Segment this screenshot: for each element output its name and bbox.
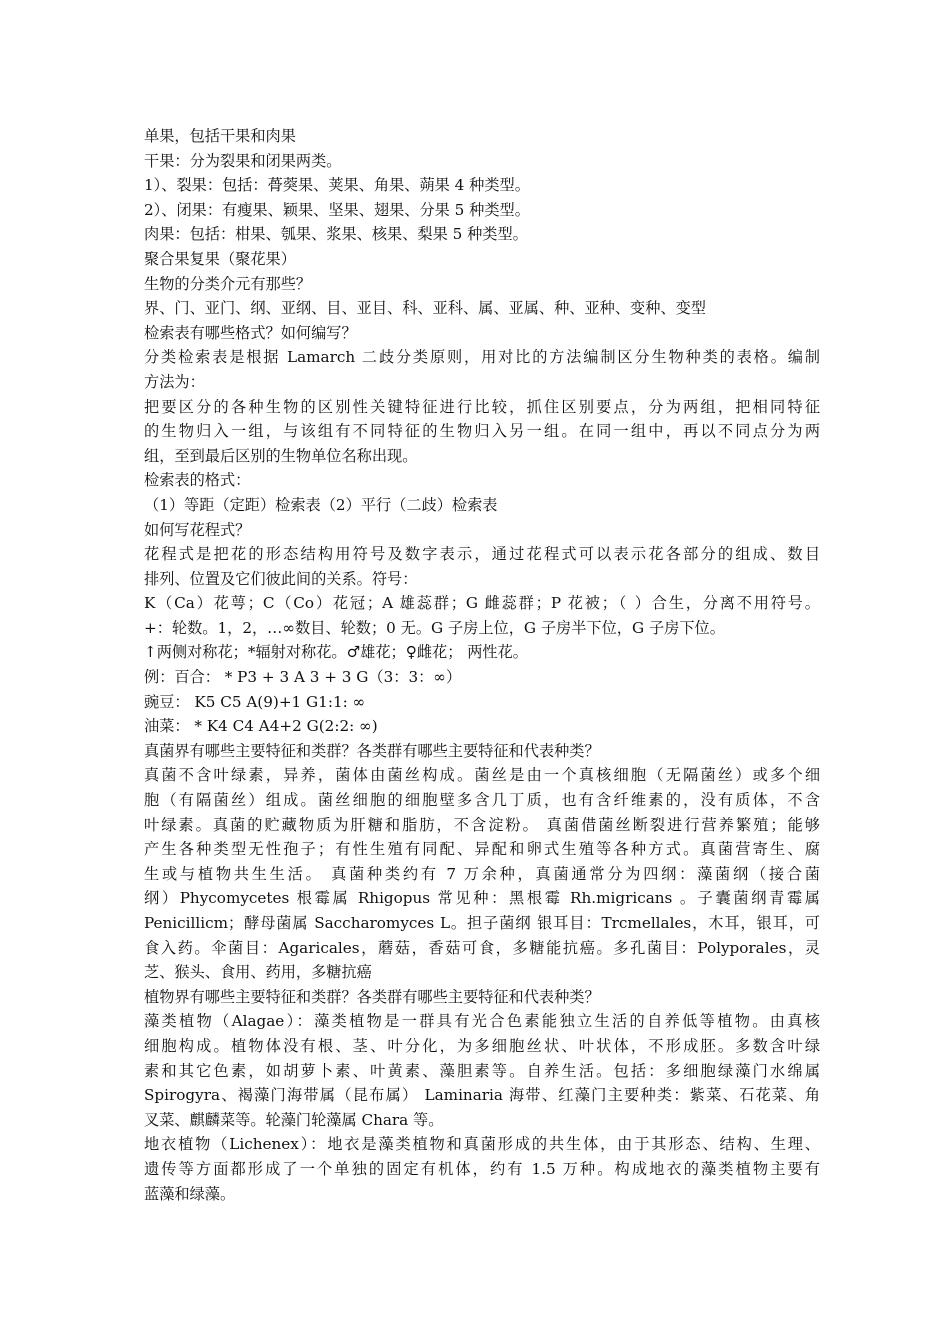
text-line: 食入药。伞菌目：Agaricales，蘑菇，香菇可食，多糖能抗癌。多孔菌目：Polyporales，灵	[144, 938, 820, 957]
text-line: Penicillicm；酵母菌属 Saccharomyces L。担子菌纲 银耳目：Trcmellales，木耳，银耳，可	[144, 914, 820, 932]
text-line: 叶绿素。真菌的贮藏物质为肝糖和脂肪，不含淀粉。 真菌借菌丝断裂进行营养繁殖；能够	[144, 815, 820, 834]
text-line: 界、门、亚门、纲、亚纲、目、亚目、科、亚科、属、亚属、种、亚种、变种、变型	[144, 299, 706, 318]
text-line: 植物界有哪些主要特征和类群？各类群有哪些主要特征和代表种类？	[144, 987, 600, 1006]
text-line: ↑两侧对称花；*辐射对称花。♂雄花；♀雌花； 两性花。	[144, 643, 528, 662]
text-line: 生或与植物共生生活。 真菌种类约有 7 万余种，真菌通常分为四纲：藻菌纲（接合菌	[144, 864, 820, 883]
text-line: 纲）Phycomycetes 根霉属 Rhigopus 常见种：黑根霉 Rh.migricans 。子囊菌纲青霉属	[144, 889, 820, 908]
text-line: Spirogyra、褐藻门海带属（昆布属） Laminaria 海带、红藻门主要种类：紫菜、石花菜、角	[144, 1086, 820, 1105]
text-line: 蓝藻和绿藻。	[144, 1184, 236, 1203]
text-line: 如何写花程式？	[144, 520, 251, 539]
text-line: 产生各种类型无性孢子；有性生殖有同配、异配和卵式生殖等各种方式。真菌营寄生、腐	[144, 840, 820, 859]
text-line: 干果：分为裂果和闭果两类。	[144, 151, 342, 170]
text-line: 生物的分类介元有那些？	[144, 274, 312, 293]
text-line: 组，至到最后区别的生物单位名称出现。	[144, 446, 418, 465]
text-line: 方法为：	[144, 372, 205, 391]
text-line: +：轮数。1，2，…∞数目、轮数；0 无。G 子房上位，G 子房半下位，G 子房下位。	[144, 618, 725, 637]
text-line: 叉菜、麒麟菜等。轮藻门轮藻属 Chara 等。	[144, 1110, 444, 1129]
text-line: 排列、位置及它们彼此间的关系。符号：	[144, 569, 418, 588]
text-line: 聚合果复果（聚花果）	[144, 249, 296, 268]
text-line: （1）等距（定距）检索表（2）平行（二歧）检索表	[144, 495, 498, 514]
document-body	[144, 124, 820, 1206]
text-line: 豌豆： K5 C5 A(9)+1 G1:1: ∞	[144, 692, 366, 711]
text-line: 的生物归入一组，与该组有不同特征的生物归入另一组。在同一组中，再以不同点分为两	[144, 422, 820, 441]
text-line: 胞（有隔菌丝）组成。菌丝细胞的细胞壁多含几丁质，也有含纤维素的，没有质体，不含	[144, 791, 820, 810]
text-line: 细胞构成。植物体没有根、茎、叶分化，为多细胞丝状、叶状体，不形成胚。多数含叶绿	[144, 1036, 820, 1055]
text-line: 检索表的格式：	[144, 471, 251, 490]
text-line: K（Ca）花萼；C（Co）花冠；A 雄蕊群；G 雌蕊群；P 花被；（ ）合生，分离不用符号。	[144, 594, 820, 613]
text-line: 遗传等方面都形成了一个单独的固定有机体，约有 1.5 万种。构成地衣的藻类植物主要有	[144, 1159, 820, 1178]
text-line: 把要区分的各种生物的区别性关键特征进行比较，抓住区别要点，分为两组，把相同特征	[144, 397, 820, 416]
text-line: 藻类植物（Alagae）：藻类植物是一群具有光合色素能独立生活的自养低等植物。由真核	[144, 1012, 820, 1031]
text-line: 肉果：包括：柑果、瓠果、浆果、核果、梨果 5 种类型。	[144, 225, 528, 244]
text-line: 地衣植物（Lichenex）：地衣是藻类植物和真菌形成的共生体，由于其形态、结构、生理、	[144, 1135, 820, 1154]
text-line: 2）、闭果：有瘦果、颖果、坚果、翅果、分果 5 种类型。	[144, 200, 530, 219]
text-line: 芝、猴头、食用、药用，多糖抗癌	[144, 963, 372, 982]
text-line: 真菌界有哪些主要特征和类群？各类群有哪些主要特征和代表种类？	[144, 741, 600, 760]
text-line: 真菌不含叶绿素，异养，菌体由菌丝构成。菌丝是由一个真核细胞（无隔菌丝）或多个细	[144, 766, 820, 785]
text-line: 1）、裂果：包括：蓇葖果、荚果、角果、蒴果 4 种类型。	[144, 176, 530, 195]
text-line: 分类检索表是根据 Lamarch 二歧分类原则，用对比的方法编制区分生物种类的表格。编制	[144, 348, 820, 367]
text-line: 油菜： * K4 C4 A4+2 G(2:2: ∞)	[144, 717, 378, 736]
text-line: 单果，包括干果和肉果	[144, 127, 296, 145]
text-line: 检索表有哪些格式？如何编写？	[144, 323, 357, 342]
text-line: 例：百合： * P3 + 3 A 3 + 3 G（3：3：∞）	[144, 668, 462, 687]
text-line: 花程式是把花的形态结构用符号及数字表示，通过花程式可以表示花各部分的组成、数目	[144, 545, 820, 564]
text-line: 素和其它色素，如胡萝卜素、叶黄素、藻胆素等。自养生活。包括：多细胞绿藻门水绵属	[144, 1061, 820, 1080]
